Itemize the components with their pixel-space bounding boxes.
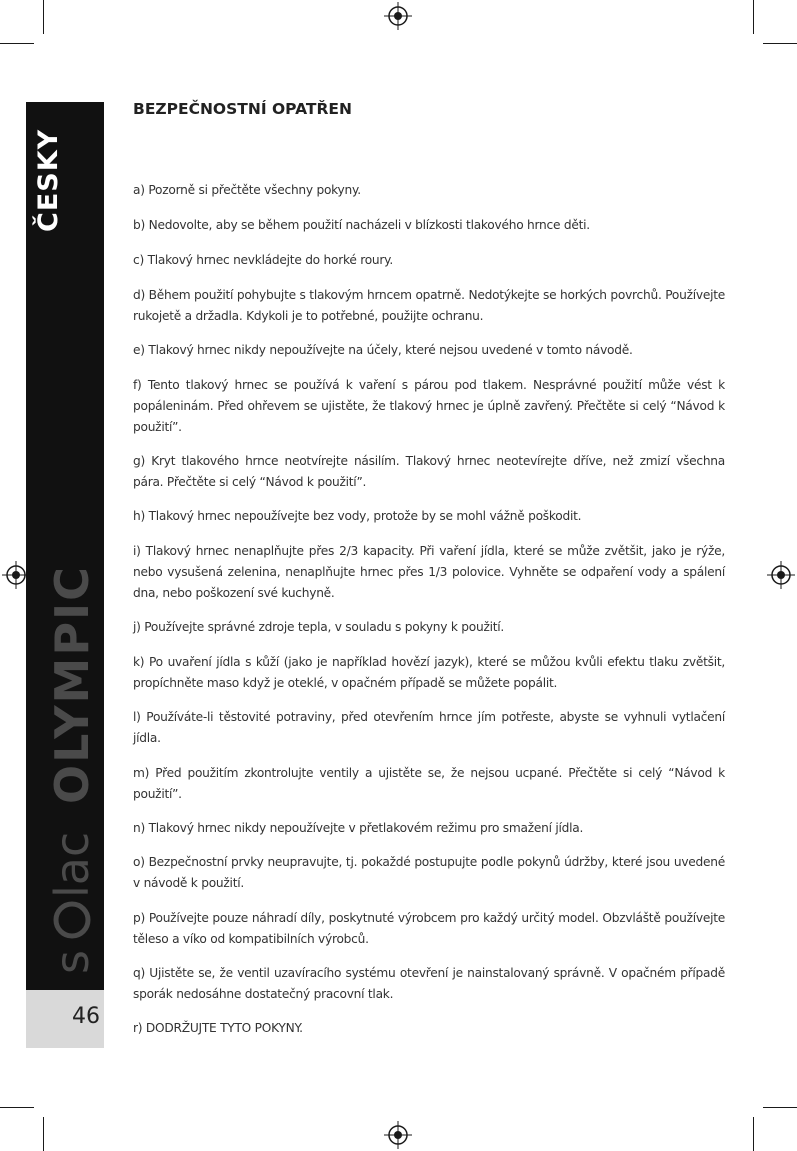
crop-mark-bottom-right	[763, 1107, 797, 1108]
safety-item-j: j) Používejte správné zdroje tepla, v souladu s pokyny k použití.	[133, 620, 505, 634]
safety-item-o: o) Bezpečnostní prvky neupravujte, tj. pokaždé postupujte podle pokynů údržby, které jsou uvedené v návodě k použití.	[133, 855, 725, 890]
safety-item-a: a) Pozorně si přečtěte všechny pokyny.	[133, 183, 361, 197]
crop-mark-top-right	[753, 0, 754, 34]
safety-item-i: i) Tlakový hrnec nenaplňujte přes 2/3 kapacity. Při vaření jídla, které se může zvětšit, jako je rýže, nebo vysušená zelenina, nenaplňujte hrnec přes 1/3 polovice. Vyhněte se odpaření vody a spálení dna, nebo poškození své kuchyně.	[133, 544, 725, 600]
safety-item-h: h) Tlakový hrnec nepoužívejte bez vody, protože by se mohl vážně poškodit.	[133, 509, 582, 523]
crop-mark-top-right	[763, 43, 797, 44]
safety-item-b: b) Nedovolte, aby se během použití nacházeli v blízkosti tlakového hrnce děti.	[133, 218, 590, 232]
safety-item-m: m) Před použitím zkontrolujte ventily a ujistěte se, že nejsou ucpané. Přečtěte si celý “Návod k použití”.	[133, 766, 725, 801]
safety-item-p: p) Používejte pouze náhradí díly, poskytnuté výrobcem pro každý určitý model. Obzvláště používejte těleso a víko od kompatibilních výrobců.	[133, 911, 725, 946]
safety-section	[133, 96, 725, 1035]
svg-text:lac: lac	[45, 831, 99, 898]
brand-logo	[26, 102, 104, 990]
language-label-text: ČESKY	[33, 128, 64, 232]
svg-text:OLYMPIC: OLYMPIC	[45, 565, 99, 804]
language-sidebar	[26, 102, 104, 990]
safety-item-q: q) Ujistěte se, že ventil uzavíracího systému otevření je nainstalovaný správně. V opačném případě sporák nedosáhne dostatečný pracovní tlak.	[133, 966, 725, 1001]
crop-mark-top-left	[43, 0, 44, 34]
safety-item-d: d) Během použití pohybujte s tlakovým hrncem opatrně. Nedotýkejte se horkých povrchů. Používejte rukojetě a držadla. Kdykoli je to potřebné, použijte ochranu.	[133, 288, 725, 323]
safety-item-r: r) DODRŽUJTE TYTO POKYNY.	[133, 1021, 303, 1035]
safety-item-l: l) Používáte-li těstovité potraviny, před otevřením hrnce jím potřeste, abyste se vyhnuli vytlačení jídla.	[133, 710, 725, 745]
safety-item-e: e) Tlakový hrnec nikdy nepoužívejte na účely, které nejsou uvedené v tomto návodě.	[133, 343, 633, 357]
page-number-box	[26, 990, 104, 1048]
safety-item-g: g) Kryt tlakového hrnce neotvírejte násilím. Tlakový hrnec neotevírejte dříve, než zmizí všechna pára. Přečtěte si celý “Návod k použití”.	[133, 454, 725, 489]
registration-mark-bottom	[384, 1121, 412, 1149]
crop-mark-bottom-left	[43, 1117, 44, 1151]
crop-mark-bottom-right	[753, 1117, 754, 1151]
registration-mark-top	[384, 2, 412, 30]
section-title: BEZPEČNOSTNÍ OPATŘEN	[133, 100, 352, 118]
safety-item-n: n) Tlakový hrnec nikdy nepoužívejte v přetlakovém režimu pro smažení jídla.	[133, 821, 584, 835]
safety-item-c: c) Tlakový hrnec nevkládejte do horké roury.	[133, 253, 393, 267]
language-label	[32, 128, 66, 232]
registration-mark-right	[767, 561, 795, 589]
page-number: 46	[72, 1004, 100, 1029]
svg-text:s: s	[45, 949, 99, 974]
safety-item-k: k) Po uvaření jídla s kůží (jako je například hovězí jazyk), které se můžou kvůli efektu tlaku zvětšit, propíchněte maso když je oteklé, v opačném případě se můžete popálit.	[133, 655, 725, 690]
crop-mark-bottom-left	[0, 1107, 34, 1108]
safety-item-f: f) Tento tlakový hrnec se používá k vaření s párou pod tlakem. Nesprávné použití může vést k popáleninám. Před ohřevem se ujistěte, že tlakový hrnec je úplně zavřený. Přečtěte si celý “Návod k použití”.	[133, 378, 725, 434]
crop-mark-top-left	[0, 43, 34, 44]
